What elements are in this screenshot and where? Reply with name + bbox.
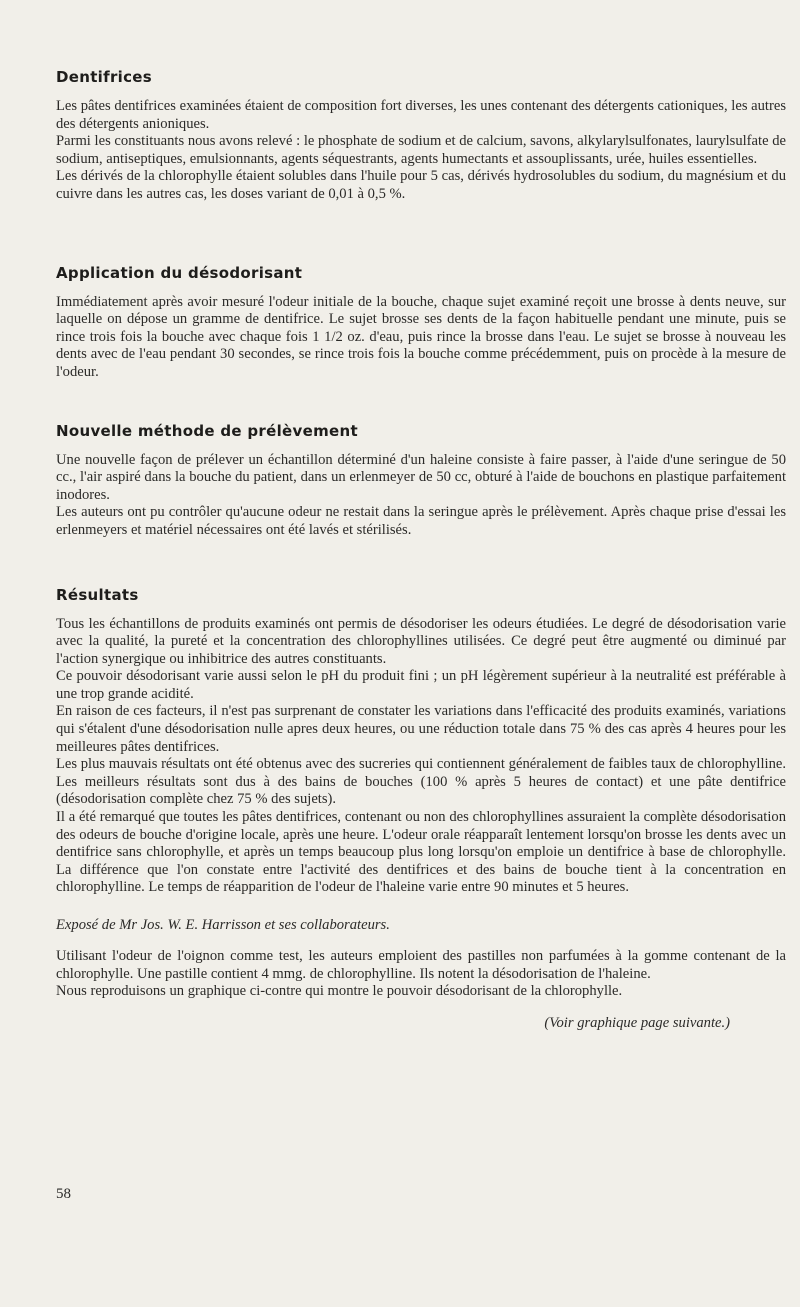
- paragraph: Ce pouvoir désodorisant varie aussi selon le pH du produit fini ; un pH légèrement supérieur à la neutralité est préférable à une trop grande acidité.: [56, 668, 786, 702]
- heading-methode: Nouvelle méthode de prélèvement: [56, 421, 358, 440]
- paragraph: Tous les échantillons de produits examinés ont permis de désodoriser les odeurs étudiées. Le degré de désodorisation varie avec la qualité, la pureté et la concentration des chlorophyllines utilisées. Ce degré peut être augmenté ou diminué par l'action synergique ou inhibitrice des autres constituants.: [56, 615, 786, 667]
- section-resultats: [56, 586, 786, 1032]
- paragraph: Immédiatement après avoir mesuré l'odeur initiale de la bouche, chaque sujet examiné reçoit une brosse à dents neuve, sur laquelle on dépose un gramme de dentifrice. Le sujet brosse ses dents de la façon habituelle pendant une minute, puis se rince trois fois la bouche avec chaque fois 1 1/2 oz. d'eau, puis rince la brosse dans l'eau. Le sujet se brosse à nouveau les dents avec de l'eau pendant 30 secondes, se rince trois fois la bouche comme précédemment, puis on procède à la mesure de l'odeur.: [56, 293, 786, 380]
- heading-dentifrices: Dentifrices: [56, 68, 152, 86]
- section-methode: [56, 422, 786, 540]
- heading-resultats: Résultats: [56, 585, 139, 604]
- paragraph: Utilisant l'odeur de l'oignon comme test, les auteurs emploient des pastilles non parfumées à la gomme contenant de la chlorophylle. Une pastille contient 4 mmg. de chlorophylline. Ils notent la désodorisation de l'haleine.: [56, 948, 786, 982]
- author-credit: Exposé de Mr Jos. W. E. Harrisson et ses collaborateurs.: [56, 917, 390, 933]
- page-number: 58: [56, 1186, 71, 1202]
- paragraph: Il a été remarqué que toutes les pâtes dentifrices, contenant ou non des chlorophyllines assuraient la complète désodorisation des odeurs de bouche d'origine locale, après une heure. L'odeur orale réapparaît lentement lorsqu'on brosse les dents avec un dentifrice sans chlorophylle, et après un temps beaucoup plus long lorsqu'on emploie un dentifrice à base de chlorophylle. La différence que l'on constate entre l'activité des dentifrices et des bains de bouche tient à la concentration en chlorophylline. Le temps de réapparition de l'odeur de l'haleine varie entre 90 minutes et 5 heures.: [56, 809, 786, 896]
- paragraph: Les auteurs ont pu contrôler qu'aucune odeur ne restait dans la seringue après le prélèvement. Après chaque prise d'essai les erlenmeyers et matériel nécessaires ont été lavés et stérilisés.: [56, 504, 786, 538]
- paragraph: En raison de ces facteurs, il n'est pas surprenant de constater les variations dans l'efficacité des produits examinés, variations qui s'étalent d'une désodorisation nulle apres deux heures, ou une réduction totale dans 75 % des cas après 4 heures pour les meilleures pâtes dentifrices.: [56, 703, 786, 755]
- paragraph: Les dérivés de la chlorophylle étaient solubles dans l'huile pour 5 cas, dérivés hydrosolubles du sodium, du magnésium et du cuivre dans les autres cas, les doses variant de 0,01 à 0,5 %.: [56, 168, 786, 202]
- paragraph: Les pâtes dentifrices examinées étaient de composition fort diverses, les unes contenant des détergents cationiques, les autres des détergents anioniques.: [56, 98, 786, 132]
- paragraph: Les plus mauvais résultats ont été obtenus avec des sucreries qui contiennent généralement de faibles taux de chlorophylline. Les meilleurs résultats sont dus à des bains de bouches (100 % après 5 heures de contact) et une pâte dentifrice (désodorisation complète chez 75 % des sujets).: [56, 756, 786, 808]
- section-dentifrices: [56, 68, 786, 204]
- see-next-page-note: (Voir graphique page suivante.): [544, 1014, 730, 1031]
- paragraph: Parmi les constituants nous avons relevé : le phosphate de sodium et de calcium, savons, alkylarylsulfonates, laurylsulfate de sodium, antiseptiques, emulsionnants, agents séquestrants, agents humectants et assouplissants, urée, huiles essentielles.: [56, 133, 786, 167]
- paragraph: Une nouvelle façon de prélever un échantillon déterminé d'un haleine consiste à faire passer, à l'aide d'une seringue de 50 cc., l'air aspiré dans la bouche du patient, dans un erlenmeyer de 50 cc, obturé à l'aide de bouchons en plastique parfaitement inodores.: [56, 451, 786, 503]
- heading-application: Application du désodorisant: [56, 263, 303, 282]
- section-application: [56, 264, 786, 382]
- paragraph: Nous reproduisons un graphique ci-contre qui montre le pouvoir désodorisant de la chlorophylle.: [56, 983, 623, 1000]
